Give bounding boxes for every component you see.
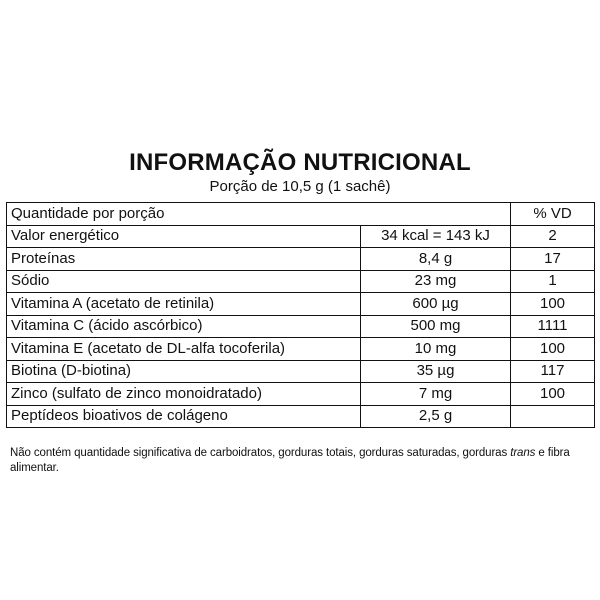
nutrient-amount: 34 kcal = 143 kJ xyxy=(361,225,511,248)
table-row xyxy=(7,315,595,338)
table-header-row xyxy=(7,203,595,226)
table-row xyxy=(7,225,595,248)
footnote-text-end: e fibra alimentar. xyxy=(10,447,570,474)
table-row xyxy=(7,383,595,406)
label-title: INFORMAÇÃO NUTRICIONAL xyxy=(129,149,471,176)
nutrient-amount: 7 mg xyxy=(361,383,511,406)
nutrient-vd: 100 xyxy=(511,293,595,316)
nutrient-name: Sódio xyxy=(7,270,361,293)
nutrient-vd: 100 xyxy=(511,338,595,361)
footnote xyxy=(10,446,594,476)
nutrient-name: Vitamina E (acetato de DL-alfa tocoferila) xyxy=(7,338,361,361)
table-row xyxy=(7,405,595,428)
nutrient-vd: 17 xyxy=(511,248,595,271)
footnote-italic: trans xyxy=(510,447,536,459)
nutrient-name: Biotina (D-biotina) xyxy=(7,360,361,383)
table-row xyxy=(7,338,595,361)
serving-size: Porção de 10,5 g (1 sachê) xyxy=(209,178,391,195)
nutrient-amount: 35 µg xyxy=(361,360,511,383)
nutrient-amount: 500 mg xyxy=(361,315,511,338)
nutrition-table xyxy=(6,202,595,428)
nutrient-name: Zinco (sulfato de zinco monoidratado) xyxy=(7,383,361,406)
nutrient-vd: 2 xyxy=(511,225,595,248)
table-row xyxy=(7,293,595,316)
nutrient-amount: 10 mg xyxy=(361,338,511,361)
header-quantity-label: Quantidade por porção xyxy=(7,203,511,226)
nutrient-vd xyxy=(511,405,595,428)
nutrient-vd: 1111 xyxy=(511,315,595,338)
nutrient-vd: 100 xyxy=(511,383,595,406)
nutrient-name: Valor energético xyxy=(7,225,361,248)
nutrient-amount: 8,4 g xyxy=(361,248,511,271)
table-row xyxy=(7,270,595,293)
footnote-text: Não contém quantidade significativa de carboidratos, gorduras totais, gorduras saturadas, gorduras xyxy=(10,447,511,459)
nutrient-amount: 23 mg xyxy=(361,270,511,293)
nutrient-name: Vitamina C (ácido ascórbico) xyxy=(7,315,361,338)
nutrient-amount: 2,5 g xyxy=(361,405,511,428)
nutrient-name: Proteínas xyxy=(7,248,361,271)
nutrient-amount: 600 µg xyxy=(361,293,511,316)
table-row xyxy=(7,248,595,271)
nutrient-name: Vitamina A (acetato de retinila) xyxy=(7,293,361,316)
header-vd-label: % VD xyxy=(511,203,595,226)
nutrient-vd: 117 xyxy=(511,360,595,383)
table-row xyxy=(7,360,595,383)
nutrient-name: Peptídeos bioativos de colágeno xyxy=(7,405,361,428)
nutrient-vd: 1 xyxy=(511,270,595,293)
